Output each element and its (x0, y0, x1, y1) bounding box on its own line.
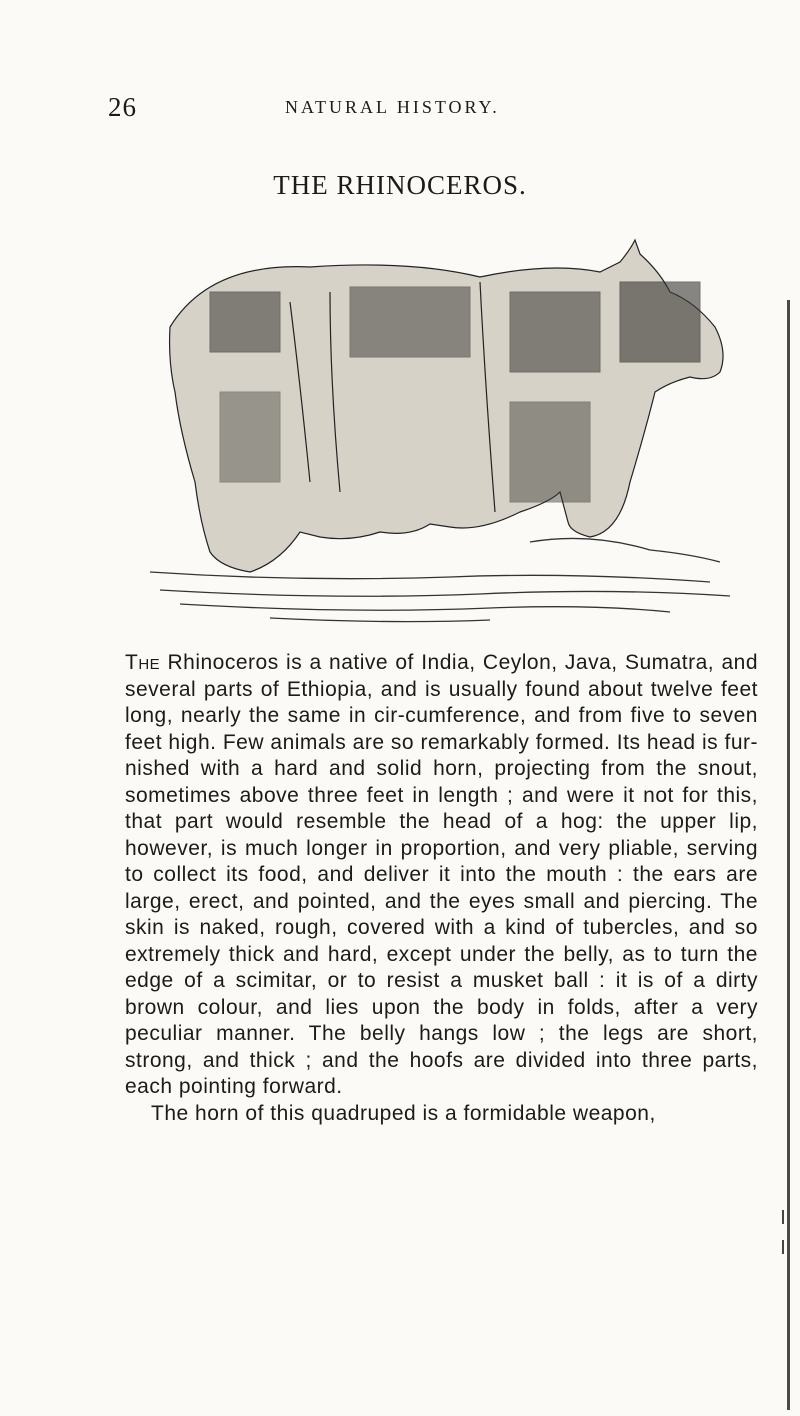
running-head (108, 92, 748, 132)
paragraph-1-text: Rhinoceros is a native of India, Ceylon, Java, Sumatra, and several parts of Ethiopia, and is usually found about twelve feet long, nearly the same in cir-cumference, and from five to seven feet high. Few animals are so remarkably formed. Its head is fur-nished with a hard and solid horn, projecting from the snout, sometimes above three feet in length ; and were it not for this, that part would resemble the head of a hog: the upper lip, however, is much longer in proportion, and very pliable, serving to collect its food, and deliver it into the mouth : the ears are large, erect, and pointed, and the eyes small and piercing. The skin is naked, rough, covered with a kind of tubercles, and so extremely thick and hard, except under the belly, as to turn the edge of a scimitar, or to resist a musket ball : it is of a dirty brown colour, and lies upon the body in folds, after a very peculiar manner. The belly hangs low ; the legs are short, strong, and thick ; and the hoofs are divided into three parts, each pointing forward. (125, 651, 758, 1098)
paragraph-1-lead: The (125, 651, 161, 674)
edge-mark (782, 1240, 784, 1254)
article-body (125, 650, 758, 1127)
page-number: 26 (108, 92, 137, 122)
page-edge (787, 300, 790, 1410)
rhinoceros-illustration (150, 232, 750, 627)
paragraph-1 (125, 650, 758, 1101)
article-title: THE RHINOCEROS. (273, 170, 527, 200)
paragraph-2: The horn of this quadruped is a formidable weapon, (151, 1101, 656, 1125)
edge-mark (782, 1210, 784, 1224)
running-title: NATURAL HISTORY. (285, 97, 500, 117)
